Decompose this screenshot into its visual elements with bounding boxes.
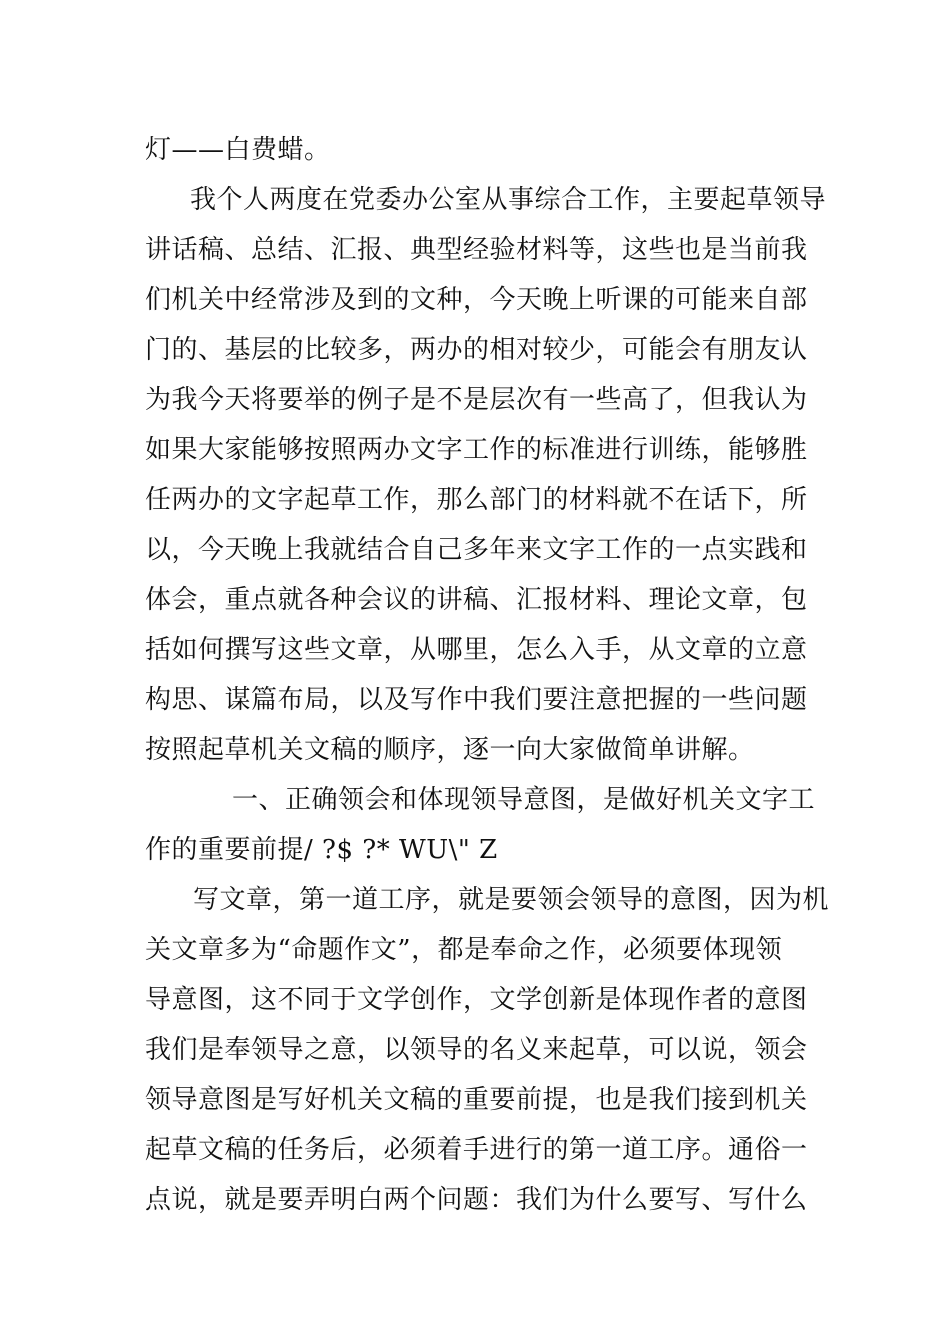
body-text-line: 以，今天晚上我就结合自己多年来文字工作的一点实践和 — [145, 535, 808, 565]
paragraph-first-line: 写文章，第一道工序，就是要领会领导的意图，因为机 — [193, 885, 830, 915]
body-text-line: 起草文稿的任务后，必须着手进行的第一道工序。通俗一 — [145, 1135, 808, 1165]
body-text-line: 们机关中经常涉及到的文种，今天晚上听课的可能来自部 — [145, 285, 808, 315]
body-text-line: 体会，重点就各种会议的讲稿、汇报材料、理论文章，包 — [145, 585, 808, 615]
body-text-line: 为我今天将要举的例子是不是层次有一些高了，但我认为 — [145, 385, 808, 415]
body-text-line: 构思、谋篇布局，以及写作中我们要注意把握的一些问题 — [145, 685, 808, 715]
body-text-line: 讲话稿、总结、汇报、典型经验材料等，这些也是当前我 — [145, 235, 808, 265]
body-text-line: 关文章多为“命题作文”，都是奉命之作，必须要体现领 — [145, 935, 783, 965]
section-heading-line: 一、正确领会和体现领导意图，是做好机关文字工 — [232, 785, 816, 815]
body-text-line: 点说，就是要弄明白两个问题：我们为什么要写、写什么 — [145, 1185, 808, 1215]
body-text-line: 领导意图是写好机关文稿的重要前提，也是我们接到机关 — [145, 1085, 808, 1115]
body-text-line: 导意图，这不同于文学创作，文学创新是体现作者的意图 — [145, 985, 808, 1015]
body-text-line: 如果大家能够按照两办文字工作的标准进行训练，能够胜 — [145, 435, 808, 465]
body-text-line: 灯——白费蜡。 — [145, 135, 331, 165]
paragraph-first-line: 我个人两度在党委办公室从事综合工作，主要起草领导 — [190, 185, 827, 215]
body-text-line: 我们是奉领导之意，以领导的名义来起草，可以说，领会 — [145, 1035, 808, 1065]
section-heading-line: 作的重要前提/ ?$ ?* WU\" Z — [145, 835, 498, 865]
body-text-line: 门的、基层的比较多，两办的相对较少，可能会有朋友认 — [145, 335, 808, 365]
body-text-line: 按照起草机关文稿的顺序，逐一向大家做简单讲解。 — [145, 735, 755, 765]
body-text-line: 括如何撰写这些文章，从哪里，怎么入手，从文章的立意 — [145, 635, 808, 665]
body-text-line: 任两办的文字起草工作，那么部门的材料就不在话下，所 — [145, 485, 808, 515]
